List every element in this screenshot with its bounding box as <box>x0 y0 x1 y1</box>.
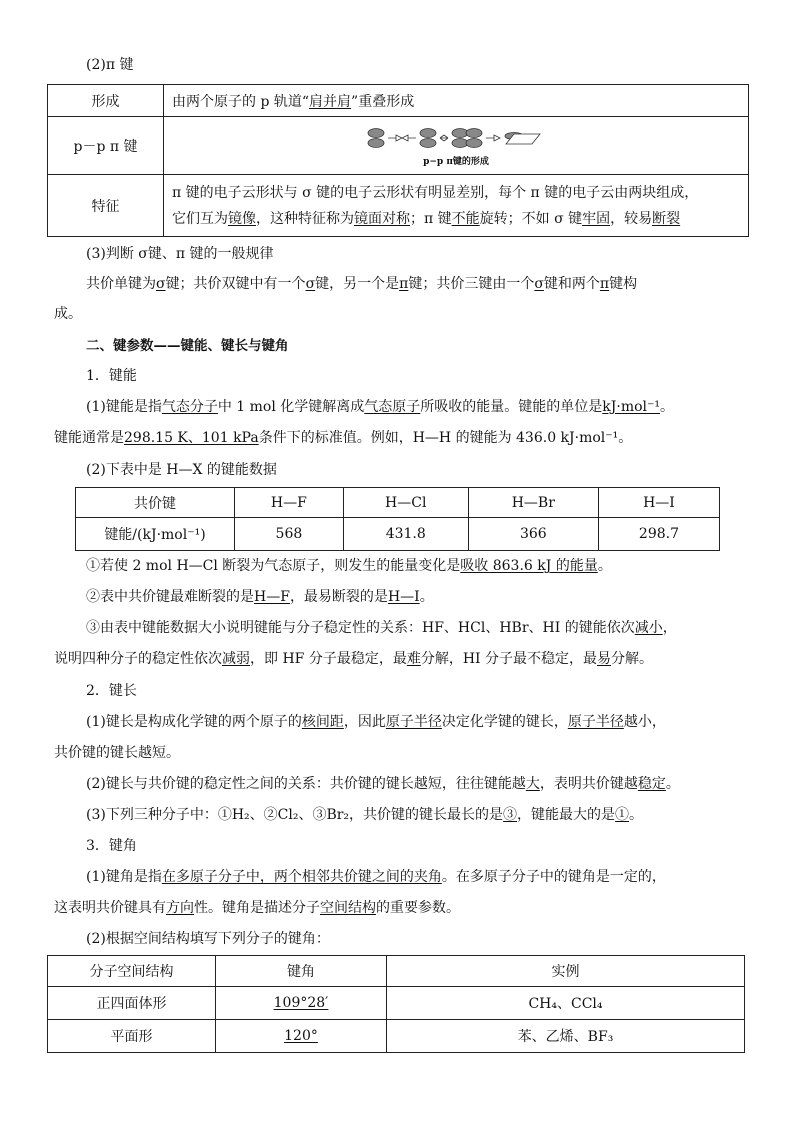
energy-p2: 键能通常是298.15 K、101 kPa条件下的标准值。例如，H—H 的键能为 436.0 kJ·mol⁻¹。 <box>54 430 633 446</box>
pi-table-label-formation: 形成 <box>48 85 164 117</box>
length-p3: (3)下列三种分子中：①H₂、②Cl₂、③Br₂，共价键的键长最长的是③，键能最大的是①。 <box>86 807 644 823</box>
pi-table-feature-text: π 键的电子云形状与 σ 键的电子云形状有明显差别，每个 π 键的电子云由两块组成， 它们互为镜像，这种特征称为镜面对称；π 键不能旋转；不如 σ 键牢固，较易断裂 <box>164 175 749 237</box>
bond-energy-val-hbr: 366 <box>468 518 598 551</box>
angle-row2-structure: 平面形 <box>48 1020 216 1053</box>
bond-angle-table <box>47 955 745 1053</box>
angle-p2: 这表明共价键具有方向性。键角是描述分子空间结构的重要参数。 <box>54 900 460 916</box>
bond-energy-val-hcl: 431.8 <box>343 518 468 551</box>
pi-bond-diagram-caption: p−p π键的形成 <box>423 157 489 167</box>
length-p1: (1)键长是构成化学键的两个原子的核间距，因此原子半径决定化学键的键长，原子半径越小， <box>86 714 666 730</box>
energy-heading: 1．键能 <box>86 368 137 384</box>
rule-text-cont: 成。 <box>54 306 82 322</box>
angle-row2-angle: 120° <box>216 1020 387 1053</box>
angle-row2-example: 苯、乙烯、BF₃ <box>387 1020 745 1053</box>
energy-q3-line2: 说明四种分子的稳定性依次减弱，即 HF 分子最稳定，最难分解，HI 分子最不稳定，最易分解。 <box>54 651 654 667</box>
rule-heading: (3)判断 σ键、π 键的一般规律 <box>86 246 274 262</box>
bond-energy-val-hi: 298.7 <box>598 518 719 551</box>
energy-p1: (1)键能是指气态分子中 1 mol 化学键解离成气态原子所吸收的能量。键能的单位是kJ·mol⁻¹。 <box>86 399 675 415</box>
length-p2: (2)键长与共价键的稳定性之间的关系：共价键的键长越短，往往键能越大，表明共价键越稳定。 <box>86 776 680 792</box>
rule-text: 共价单键为σ键；共价双键中有一个σ键，另一个是π键；共价三键由一个σ键和两个π键构 <box>86 276 638 292</box>
pi-bond-heading: (2)π 键 <box>86 57 134 73</box>
pi-table-label-pp: p－p π 键 <box>48 117 164 175</box>
angle-row1-example: CH₄、CCl₄ <box>387 987 745 1020</box>
energy-q3-line1: ③由表中键能数据大小说明键能与分子稳定性的关系：HF、HCl、HBr、HI 的键能依次减小， <box>86 620 677 636</box>
bond-energy-col-hi: H—I <box>598 488 719 518</box>
length-p1-cont: 共价键的键长越短。 <box>54 745 180 761</box>
bond-energy-col-hf: H—F <box>235 488 344 518</box>
energy-q1: ①若使 2 mol H—Cl 断裂为气态原子，则发生的能量变化是吸收 863.6 kJ 的能量。 <box>86 558 612 574</box>
bond-energy-val-hf: 568 <box>235 518 344 551</box>
length-heading: 2．键长 <box>86 683 137 699</box>
angle-header-structure: 分子空间结构 <box>48 956 216 987</box>
pi-bond-diagram-cell <box>164 117 749 175</box>
angle-p3: (2)根据空间结构填写下列分子的键角： <box>86 931 330 947</box>
pi-table-formation-text: 由两个原子的 p 轨道“肩并肩”重叠形成 <box>164 85 749 117</box>
angle-p1: (1)键角是指在多原子分子中，两个相邻共价键之间的夹角。在多原子分子中的键角是一定的， <box>86 869 666 885</box>
angle-header-angle: 键角 <box>216 956 387 987</box>
bond-energy-col-hbr: H—Br <box>468 488 598 518</box>
bond-energy-col-hcl: H—Cl <box>343 488 468 518</box>
pi-bond-formation-diagram <box>366 126 546 152</box>
angle-row1-structure: 正四面体形 <box>48 987 216 1020</box>
angle-header-example: 实例 <box>387 956 745 987</box>
energy-p3: (2)下表中是 H—X 的键能数据 <box>86 462 277 478</box>
bond-energy-header-label: 共价键 <box>76 488 235 518</box>
pi-table-label-feature: 特征 <box>48 175 164 237</box>
bond-energy-table <box>75 487 720 551</box>
bond-energy-row-label: 键能/(kJ·mol⁻¹) <box>76 518 235 551</box>
energy-q2: ②表中共价键最难断裂的是H—F，最易断裂的是H—I。 <box>86 589 434 605</box>
angle-row1-angle: 109°28′ <box>216 987 387 1020</box>
pi-bond-table <box>47 84 749 237</box>
angle-heading: 3．键角 <box>86 838 137 854</box>
section2-title: 二、键参数——键能、键长与键角 <box>86 338 289 354</box>
